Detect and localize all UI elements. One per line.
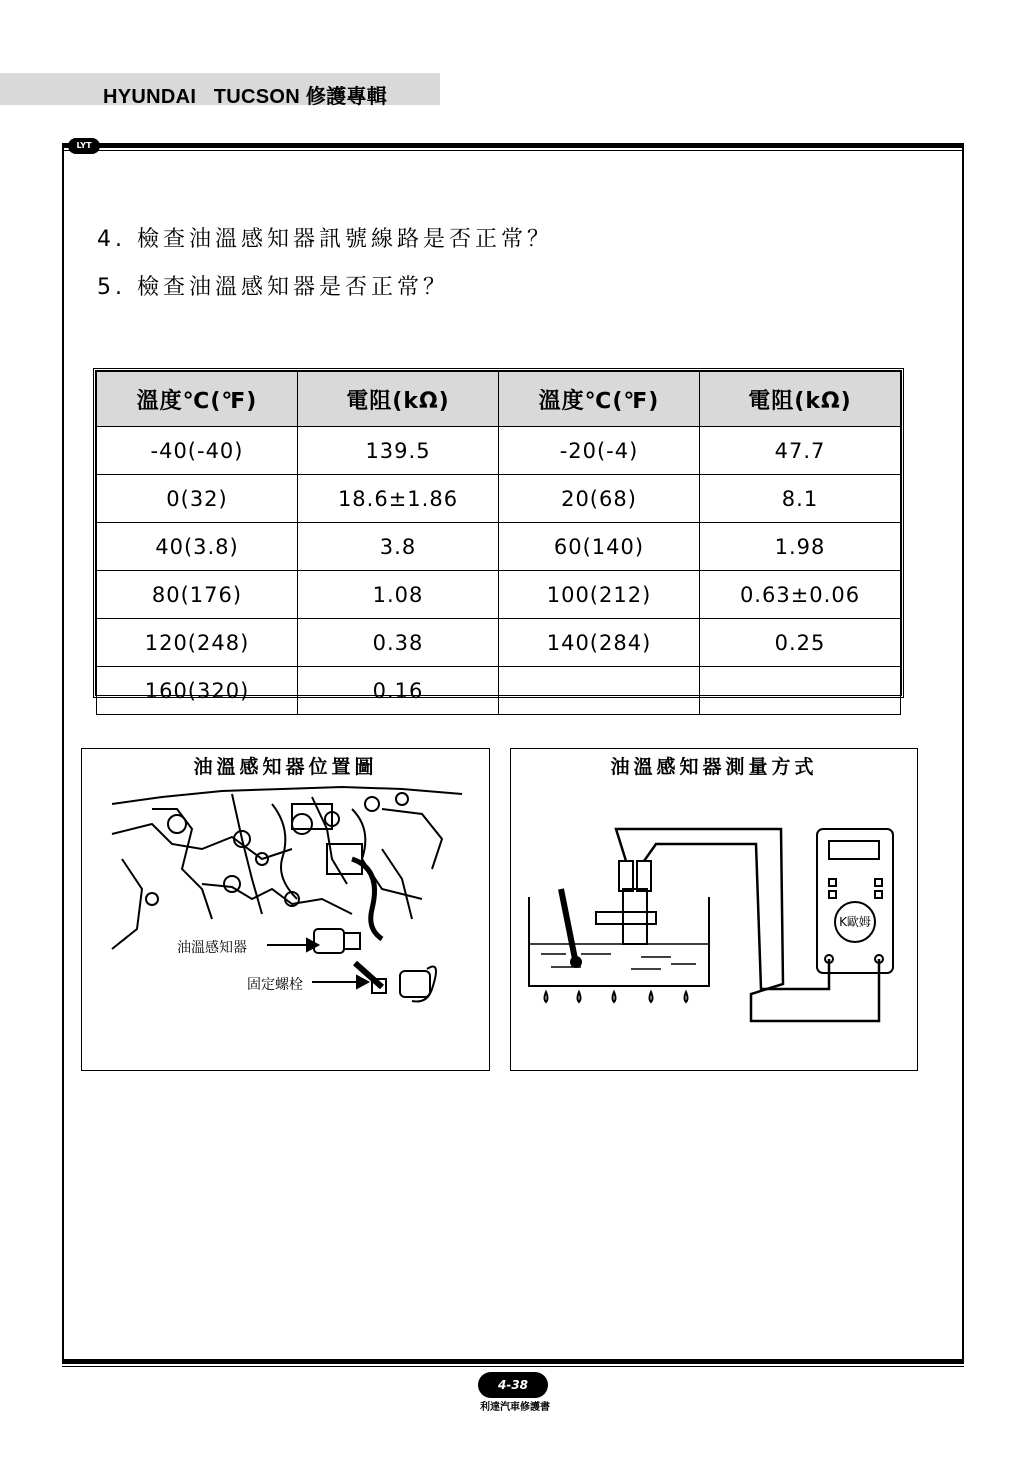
header-temp-1: 溫度℃(℉) [97,372,298,427]
table-cell: -40(-40) [97,427,298,475]
table-cell: 0.63±0.06 [700,571,901,619]
table-cell: 3.8 [298,523,499,571]
page-number-badge: 4-38 [478,1372,548,1398]
figure-2-title: 油溫感知器測量方式 [610,756,818,778]
header-temp-2: 溫度℃(℉) [499,372,700,427]
table-cell: 0.16 [298,667,499,715]
question-4: 4. 檢查油溫感知器訊號線路是否正常？ [97,227,553,252]
top-rule [62,143,964,148]
table-cell: 20(68) [499,475,700,523]
publisher-logo: LYT [68,138,100,154]
measurement-illustration [511,749,917,1070]
table-cell: 0(32) [97,475,298,523]
header-title: HYUNDAI TUCSON 修護專輯 [103,86,388,108]
table-cell: 47.7 [700,427,901,475]
table-cell [700,667,901,715]
table-cell: 1.08 [298,571,499,619]
sensor-location-figure [81,748,490,1071]
table-row [97,571,901,619]
table-cell: 140(284) [499,619,700,667]
table-cell: 160(320) [97,667,298,715]
table-cell: 100(212) [499,571,700,619]
table-cell: 60(140) [499,523,700,571]
sensor-label: 油溫感知器 [177,940,247,956]
bottom-rule [62,1359,964,1364]
table-cell: 0.25 [700,619,901,667]
table-row [97,619,901,667]
figure-1-title: 油溫感知器位置圖 [193,756,378,778]
meter-label: K歐姆 [839,915,871,929]
table-cell: 8.1 [700,475,901,523]
publisher-name: 利達汽車修護書 [480,1402,550,1413]
table-cell: 1.98 [700,523,901,571]
table-cell: -20(-4) [499,427,700,475]
top-rule-thin [62,150,964,151]
table-cell [499,667,700,715]
resistance-table [93,368,904,703]
table-row [97,523,901,571]
bottom-rule-thin [62,1366,964,1367]
header-resistance-1: 電阻(kΩ) [298,372,499,427]
table-cell: 80(176) [97,571,298,619]
table-header-row [97,372,901,427]
table-cell: 40(3.8) [97,523,298,571]
table-cell: 18.6±1.86 [298,475,499,523]
table-cell: 0.38 [298,619,499,667]
table-row [97,667,901,715]
table-cell: 120(248) [97,619,298,667]
question-5: 5. 檢查油溫感知器是否正常？ [97,275,449,300]
table-cell: 139.5 [298,427,499,475]
table-row [97,427,901,475]
header-resistance-2: 電阻(kΩ) [700,372,901,427]
engine-illustration [82,749,489,1070]
bolt-label: 固定螺栓 [247,977,303,993]
table-row [97,475,901,523]
measurement-method-figure [510,748,918,1071]
